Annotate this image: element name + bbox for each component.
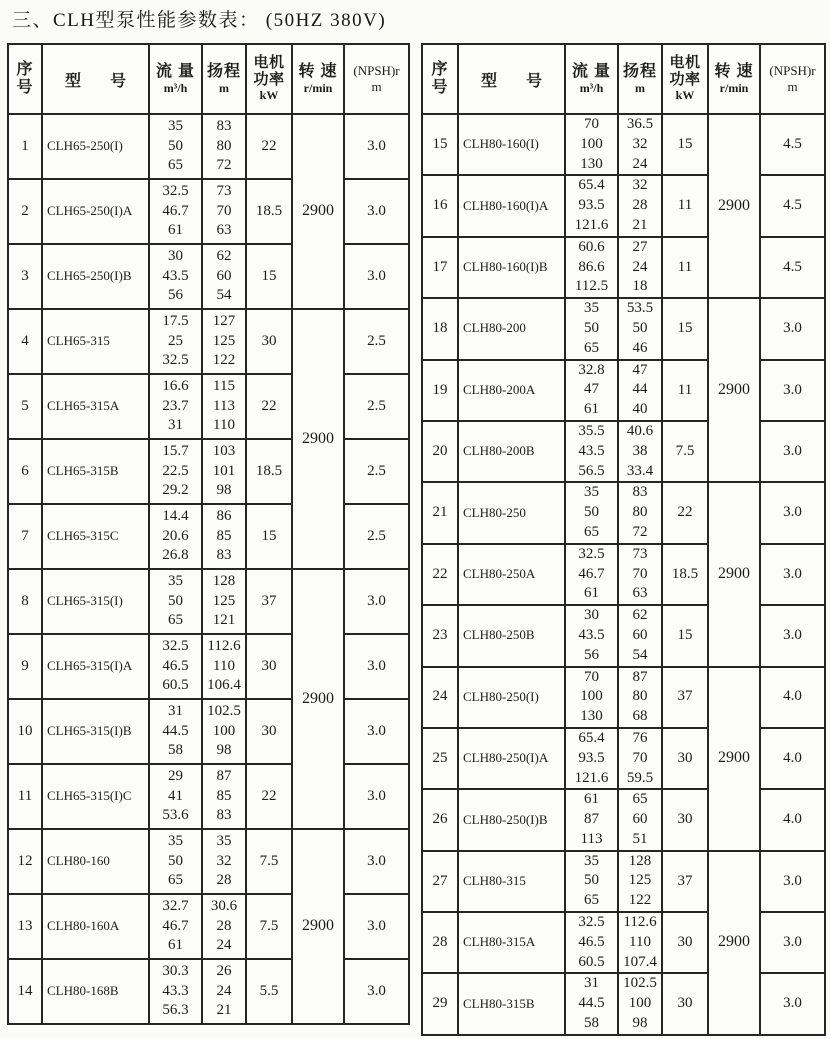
table-row bbox=[422, 237, 825, 298]
speed-cell: 2900 bbox=[292, 829, 344, 1024]
flow-cell: 32.5 46.7 61 bbox=[565, 544, 618, 605]
row-number-cell: 28 bbox=[422, 912, 458, 973]
table-row bbox=[8, 309, 409, 374]
table-row bbox=[8, 634, 409, 699]
head-cell: 83 80 72 bbox=[618, 482, 662, 543]
power-cell: 15 bbox=[662, 114, 708, 175]
npsh-cell: 4.0 bbox=[760, 728, 825, 789]
row-number-cell: 23 bbox=[422, 605, 458, 666]
row-number-cell: 19 bbox=[422, 360, 458, 421]
row-number-cell: 26 bbox=[422, 789, 458, 850]
model-cell: CLH80-315B bbox=[458, 973, 565, 1034]
power-cell: 30 bbox=[662, 912, 708, 973]
head-cell: 73 70 63 bbox=[202, 179, 246, 244]
row-number-cell: 18 bbox=[422, 298, 458, 359]
model-cell: CLH80-250 bbox=[458, 482, 565, 543]
flow-cell: 35 50 65 bbox=[149, 114, 202, 179]
power-cell: 11 bbox=[662, 360, 708, 421]
flow-cell: 65.4 93.5 121.6 bbox=[565, 728, 618, 789]
row-number-cell: 5 bbox=[8, 374, 42, 439]
row-number-cell: 11 bbox=[8, 764, 42, 829]
col-header-power: 电机 功率 kW bbox=[662, 44, 708, 114]
row-number-cell: 14 bbox=[8, 959, 42, 1024]
flow-cell: 70 100 130 bbox=[565, 667, 618, 728]
model-cell: CLH80-315 bbox=[458, 851, 565, 912]
head-cell: 53.5 50 46 bbox=[618, 298, 662, 359]
model-cell: CLH65-315C bbox=[42, 504, 149, 569]
col-header-flow: 流 量 m³/h bbox=[149, 44, 202, 114]
model-cell: CLH80-160 bbox=[42, 829, 149, 894]
row-number-cell: 24 bbox=[422, 667, 458, 728]
flow-cell: 32.5 46.5 60.5 bbox=[149, 634, 202, 699]
table-row bbox=[422, 912, 825, 973]
col-header-speed: 转 速 r/min bbox=[292, 44, 344, 114]
speed-cell: 2900 bbox=[708, 114, 760, 298]
flow-cell: 16.6 23.7 31 bbox=[149, 374, 202, 439]
head-cell: 86 85 83 bbox=[202, 504, 246, 569]
flow-cell: 30.3 43.3 56.3 bbox=[149, 959, 202, 1024]
model-cell: CLH65-315(I)B bbox=[42, 699, 149, 764]
model-cell: CLH80-200B bbox=[458, 421, 565, 482]
speed-cell: 2900 bbox=[708, 482, 760, 666]
table-row bbox=[422, 667, 825, 728]
head-cell: 128 125 121 bbox=[202, 569, 246, 634]
flow-cell: 35 50 65 bbox=[565, 298, 618, 359]
model-cell: CLH80-250(I)B bbox=[458, 789, 565, 850]
model-cell: CLH80-315A bbox=[458, 912, 565, 973]
flow-cell: 31 44.5 58 bbox=[565, 973, 618, 1034]
table-row bbox=[422, 851, 825, 912]
model-cell: CLH80-160A bbox=[42, 894, 149, 959]
col-header-no: 序 号 bbox=[422, 44, 458, 114]
table-row bbox=[8, 504, 409, 569]
head-cell: 87 80 68 bbox=[618, 667, 662, 728]
row-number-cell: 22 bbox=[422, 544, 458, 605]
table-row bbox=[8, 179, 409, 244]
power-cell: 18.5 bbox=[662, 544, 708, 605]
npsh-cell: 2.5 bbox=[344, 504, 409, 569]
power-cell: 30 bbox=[246, 634, 292, 699]
power-cell: 7.5 bbox=[662, 421, 708, 482]
speed-cell: 2900 bbox=[292, 569, 344, 829]
col-header-no: 序 号 bbox=[8, 44, 42, 114]
table-row bbox=[8, 764, 409, 829]
table-row bbox=[8, 244, 409, 309]
flow-cell: 32.8 47 61 bbox=[565, 360, 618, 421]
row-number-cell: 9 bbox=[8, 634, 42, 699]
table-row bbox=[422, 544, 825, 605]
npsh-cell: 3.0 bbox=[344, 179, 409, 244]
speed-cell: 2900 bbox=[708, 851, 760, 1035]
model-cell: CLH80-160(I)B bbox=[458, 237, 565, 298]
power-cell: 37 bbox=[662, 667, 708, 728]
tables-container bbox=[0, 32, 830, 1036]
npsh-cell: 2.5 bbox=[344, 439, 409, 504]
flow-cell: 35 50 65 bbox=[565, 851, 618, 912]
flow-cell: 30 43.5 56 bbox=[565, 605, 618, 666]
npsh-cell: 4.5 bbox=[760, 114, 825, 175]
table-row bbox=[422, 360, 825, 421]
head-cell: 62 60 54 bbox=[618, 605, 662, 666]
head-cell: 30.6 28 24 bbox=[202, 894, 246, 959]
head-cell: 62 60 54 bbox=[202, 244, 246, 309]
col-header-head: 扬程 m bbox=[618, 44, 662, 114]
col-header-flow: 流 量 m³/h bbox=[565, 44, 618, 114]
npsh-cell: 3.0 bbox=[344, 634, 409, 699]
head-cell: 102.5 100 98 bbox=[618, 973, 662, 1034]
model-cell: CLH80-168B bbox=[42, 959, 149, 1024]
flow-cell: 32.5 46.5 60.5 bbox=[565, 912, 618, 973]
npsh-cell: 3.0 bbox=[760, 360, 825, 421]
table-row bbox=[8, 829, 409, 894]
row-number-cell: 4 bbox=[8, 309, 42, 374]
speed-cell: 2900 bbox=[708, 667, 760, 851]
power-cell: 7.5 bbox=[246, 894, 292, 959]
row-number-cell: 21 bbox=[422, 482, 458, 543]
flow-cell: 32.7 46.7 61 bbox=[149, 894, 202, 959]
power-cell: 37 bbox=[662, 851, 708, 912]
power-cell: 30 bbox=[246, 699, 292, 764]
npsh-cell: 2.5 bbox=[344, 309, 409, 374]
power-cell: 11 bbox=[662, 237, 708, 298]
speed-cell: 2900 bbox=[708, 298, 760, 482]
power-cell: 11 bbox=[662, 175, 708, 236]
model-cell: CLH65-315(I) bbox=[42, 569, 149, 634]
flow-cell: 35 50 65 bbox=[149, 569, 202, 634]
model-cell: CLH65-250(I) bbox=[42, 114, 149, 179]
npsh-cell: 4.5 bbox=[760, 175, 825, 236]
col-header-model: 型 号 bbox=[42, 44, 149, 114]
pump-table-left bbox=[7, 43, 410, 1025]
npsh-cell: 3.0 bbox=[760, 482, 825, 543]
table-row bbox=[422, 298, 825, 359]
npsh-cell: 3.0 bbox=[760, 851, 825, 912]
head-cell: 115 113 110 bbox=[202, 374, 246, 439]
table-row bbox=[422, 728, 825, 789]
head-cell: 27 24 18 bbox=[618, 237, 662, 298]
row-number-cell: 12 bbox=[8, 829, 42, 894]
row-number-cell: 1 bbox=[8, 114, 42, 179]
power-cell: 5.5 bbox=[246, 959, 292, 1024]
npsh-cell: 2.5 bbox=[344, 374, 409, 439]
npsh-cell: 3.0 bbox=[760, 605, 825, 666]
row-number-cell: 7 bbox=[8, 504, 42, 569]
power-cell: 22 bbox=[246, 374, 292, 439]
model-cell: CLH65-315A bbox=[42, 374, 149, 439]
head-cell: 103 101 98 bbox=[202, 439, 246, 504]
col-header-power: 电机 功率 kW bbox=[246, 44, 292, 114]
model-cell: CLH65-315B bbox=[42, 439, 149, 504]
head-cell: 26 24 21 bbox=[202, 959, 246, 1024]
table-row bbox=[8, 439, 409, 504]
col-header-speed: 转 速 r/min bbox=[708, 44, 760, 114]
power-cell: 7.5 bbox=[246, 829, 292, 894]
power-cell: 30 bbox=[662, 789, 708, 850]
col-header-model: 型 号 bbox=[458, 44, 565, 114]
table-row bbox=[8, 114, 409, 179]
npsh-cell: 3.0 bbox=[344, 114, 409, 179]
header-row bbox=[422, 44, 825, 114]
row-number-cell: 20 bbox=[422, 421, 458, 482]
head-cell: 102.5 100 98 bbox=[202, 699, 246, 764]
table-row bbox=[8, 894, 409, 959]
flow-cell: 65.4 93.5 121.6 bbox=[565, 175, 618, 236]
npsh-cell: 3.0 bbox=[760, 912, 825, 973]
flow-cell: 35.5 43.5 56.5 bbox=[565, 421, 618, 482]
flow-cell: 32.5 46.7 61 bbox=[149, 179, 202, 244]
head-cell: 32 28 21 bbox=[618, 175, 662, 236]
table-row bbox=[422, 973, 825, 1034]
row-number-cell: 27 bbox=[422, 851, 458, 912]
head-cell: 112.6 110 107.4 bbox=[618, 912, 662, 973]
npsh-cell: 4.0 bbox=[760, 789, 825, 850]
model-cell: CLH65-250(I)A bbox=[42, 179, 149, 244]
npsh-cell: 3.0 bbox=[760, 544, 825, 605]
flow-cell: 35 50 65 bbox=[149, 829, 202, 894]
power-cell: 15 bbox=[662, 298, 708, 359]
table-row bbox=[422, 175, 825, 236]
table-row bbox=[422, 605, 825, 666]
model-cell: CLH65-315(I)C bbox=[42, 764, 149, 829]
model-cell: CLH80-250(I)A bbox=[458, 728, 565, 789]
npsh-cell: 3.0 bbox=[344, 829, 409, 894]
power-cell: 15 bbox=[662, 605, 708, 666]
power-cell: 22 bbox=[246, 764, 292, 829]
flow-cell: 35 50 65 bbox=[565, 482, 618, 543]
col-header-head: 扬程 m bbox=[202, 44, 246, 114]
npsh-cell: 4.0 bbox=[760, 667, 825, 728]
table-row bbox=[8, 374, 409, 439]
power-cell: 30 bbox=[662, 728, 708, 789]
model-cell: CLH80-200A bbox=[458, 360, 565, 421]
table-row bbox=[8, 959, 409, 1024]
row-number-cell: 10 bbox=[8, 699, 42, 764]
head-cell: 73 70 63 bbox=[618, 544, 662, 605]
col-header-npsh: (NPSH)r m bbox=[344, 44, 409, 114]
npsh-cell: 3.0 bbox=[344, 959, 409, 1024]
table-row bbox=[422, 482, 825, 543]
power-cell: 18.5 bbox=[246, 179, 292, 244]
power-cell: 22 bbox=[662, 482, 708, 543]
power-cell: 22 bbox=[246, 114, 292, 179]
flow-cell: 30 43.5 56 bbox=[149, 244, 202, 309]
table-row bbox=[8, 699, 409, 764]
row-number-cell: 15 bbox=[422, 114, 458, 175]
head-cell: 127 125 122 bbox=[202, 309, 246, 374]
npsh-cell: 3.0 bbox=[344, 569, 409, 634]
head-cell: 128 125 122 bbox=[618, 851, 662, 912]
power-cell: 30 bbox=[246, 309, 292, 374]
page-title: 三、CLH型泵性能参数表： (50HZ 380V) bbox=[12, 10, 387, 31]
flow-cell: 31 44.5 58 bbox=[149, 699, 202, 764]
model-cell: CLH80-200 bbox=[458, 298, 565, 359]
head-cell: 112.6 110 106.4 bbox=[202, 634, 246, 699]
model-cell: CLH80-250B bbox=[458, 605, 565, 666]
flow-cell: 70 100 130 bbox=[565, 114, 618, 175]
npsh-cell: 3.0 bbox=[760, 421, 825, 482]
row-number-cell: 2 bbox=[8, 179, 42, 244]
npsh-cell: 3.0 bbox=[344, 244, 409, 309]
row-number-cell: 3 bbox=[8, 244, 42, 309]
flow-cell: 29 41 53.6 bbox=[149, 764, 202, 829]
head-cell: 76 70 59.5 bbox=[618, 728, 662, 789]
table-row bbox=[422, 421, 825, 482]
table-row bbox=[422, 789, 825, 850]
npsh-cell: 3.0 bbox=[344, 894, 409, 959]
flow-cell: 17.5 25 32.5 bbox=[149, 309, 202, 374]
power-cell: 37 bbox=[246, 569, 292, 634]
row-number-cell: 8 bbox=[8, 569, 42, 634]
head-cell: 65 60 51 bbox=[618, 789, 662, 850]
speed-cell: 2900 bbox=[292, 114, 344, 309]
npsh-cell: 3.0 bbox=[344, 699, 409, 764]
head-cell: 36.5 32 24 bbox=[618, 114, 662, 175]
row-number-cell: 29 bbox=[422, 973, 458, 1034]
model-cell: CLH65-315(I)A bbox=[42, 634, 149, 699]
row-number-cell: 13 bbox=[8, 894, 42, 959]
flow-cell: 61 87 113 bbox=[565, 789, 618, 850]
power-cell: 15 bbox=[246, 504, 292, 569]
model-cell: CLH80-160(I) bbox=[458, 114, 565, 175]
model-cell: CLH80-250(I) bbox=[458, 667, 565, 728]
model-cell: CLH65-250(I)B bbox=[42, 244, 149, 309]
row-number-cell: 25 bbox=[422, 728, 458, 789]
row-number-cell: 6 bbox=[8, 439, 42, 504]
row-number-cell: 17 bbox=[422, 237, 458, 298]
table-row bbox=[8, 569, 409, 634]
npsh-cell: 4.5 bbox=[760, 237, 825, 298]
npsh-cell: 3.0 bbox=[760, 298, 825, 359]
col-header-npsh: (NPSH)r m bbox=[760, 44, 825, 114]
model-cell: CLH80-160(I)A bbox=[458, 175, 565, 236]
table-row bbox=[422, 114, 825, 175]
head-cell: 35 32 28 bbox=[202, 829, 246, 894]
pump-table-right bbox=[421, 43, 826, 1036]
npsh-cell: 3.0 bbox=[760, 973, 825, 1034]
model-cell: CLH65-315 bbox=[42, 309, 149, 374]
power-cell: 30 bbox=[662, 973, 708, 1034]
head-cell: 87 85 83 bbox=[202, 764, 246, 829]
flow-cell: 14.4 20.6 26.8 bbox=[149, 504, 202, 569]
model-cell: CLH80-250A bbox=[458, 544, 565, 605]
flow-cell: 60.6 86.6 112.5 bbox=[565, 237, 618, 298]
power-cell: 18.5 bbox=[246, 439, 292, 504]
npsh-cell: 3.0 bbox=[344, 764, 409, 829]
row-number-cell: 16 bbox=[422, 175, 458, 236]
flow-cell: 15.7 22.5 29.2 bbox=[149, 439, 202, 504]
header-row bbox=[8, 44, 409, 114]
head-cell: 40.6 38 33.4 bbox=[618, 421, 662, 482]
head-cell: 47 44 40 bbox=[618, 360, 662, 421]
power-cell: 15 bbox=[246, 244, 292, 309]
head-cell: 83 80 72 bbox=[202, 114, 246, 179]
speed-cell: 2900 bbox=[292, 309, 344, 569]
